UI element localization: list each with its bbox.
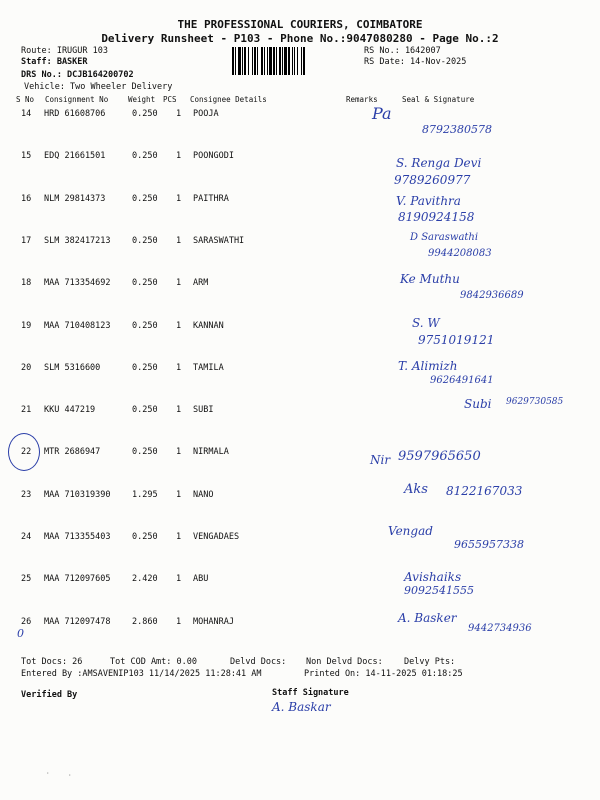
- row-consignment-number: MAA 710319390: [44, 490, 111, 500]
- row-consignment-number: SLM 382417213: [44, 236, 111, 246]
- handwritten-phone: 8190924158: [398, 210, 475, 224]
- delivery-points: Delvy Pts:: [404, 657, 456, 667]
- handwritten-signature: S. W: [412, 316, 440, 330]
- row-consignment-number: MAA 710408123: [44, 321, 111, 331]
- row-weight: 0.250: [132, 194, 158, 204]
- row-pcs: 1: [176, 109, 182, 119]
- handwritten-phone: 9442734936: [468, 623, 532, 634]
- stray-mark: ·: [46, 770, 50, 777]
- handwritten-signature: V. Pavithra: [396, 194, 461, 208]
- row-consignment-number: MAA 712097478: [44, 617, 111, 627]
- row-pcs: 1: [176, 405, 182, 415]
- pen-circle-mark: [8, 433, 40, 471]
- handwritten-signature: Ke Muthu: [400, 272, 460, 286]
- handwritten-phone: 9629730585: [506, 397, 564, 407]
- total-cod: Tot COD Amt: 0.00: [110, 657, 197, 667]
- handwritten-signature: Subi: [464, 397, 492, 411]
- total-docs: Tot Docs: 26: [21, 657, 83, 667]
- row-consignee-name: POONGODI: [193, 151, 234, 161]
- row-consignee-name: SARASWATHI: [193, 236, 245, 246]
- col-weight: Weight: [128, 95, 156, 104]
- row-consignee-name: POOJA: [193, 109, 219, 119]
- row-consignment-number: SLM 5316600: [44, 363, 101, 373]
- handwritten-signature: Aks: [404, 482, 428, 497]
- handwritten-signature: T. Alimizh: [398, 359, 458, 373]
- row-sno: 19: [21, 321, 32, 331]
- pen-zero-mark: 0: [17, 627, 24, 640]
- col-seal-signature: Seal & Signature: [402, 95, 475, 104]
- row-pcs: 1: [176, 617, 182, 627]
- handwritten-phone: 8792380578: [422, 123, 492, 136]
- rs-date: RS Date: 14-Nov-2025: [364, 57, 467, 67]
- handwritten-signature: S. Renga Devi: [396, 156, 482, 170]
- handwritten-phone: 9655957338: [454, 538, 524, 551]
- handwritten-phone: 9944208083: [428, 248, 492, 259]
- row-consignment-number: MTR 2686947: [44, 447, 101, 457]
- row-weight: 0.250: [132, 278, 158, 288]
- row-weight: 0.250: [132, 151, 158, 161]
- row-sno: 14: [21, 109, 32, 119]
- handwritten-signature: Nir: [370, 453, 391, 467]
- row-pcs: 1: [176, 532, 182, 542]
- handwritten-phone: 8122167033: [446, 484, 523, 498]
- entered-by: Entered By :AMSAVENIP103 11/14/2025 11:28:41 AM: [21, 669, 262, 679]
- handwritten-phone: 9789260977: [394, 173, 471, 187]
- handwritten-signature: A. Basker: [398, 611, 457, 625]
- handwritten-phone: 9597965650: [398, 449, 481, 464]
- row-weight: 1.295: [132, 490, 158, 500]
- row-consignment-number: EDQ 21661501: [44, 151, 106, 161]
- row-sno: 18: [21, 278, 32, 288]
- row-weight: 0.250: [132, 363, 158, 373]
- col-sno: S No: [16, 95, 35, 104]
- handwritten-signature: Vengad: [388, 524, 433, 538]
- row-pcs: 1: [176, 363, 182, 373]
- row-sno: 22: [21, 447, 32, 457]
- row-pcs: 1: [176, 321, 182, 331]
- handwritten-signature: D Saraswathi: [410, 232, 479, 243]
- col-consignee: Consignee Details: [190, 95, 267, 104]
- drs-number: DRS No.: DCJB164200702: [21, 70, 134, 80]
- handwritten-phone: 9842936689: [460, 290, 524, 301]
- row-pcs: 1: [176, 194, 182, 204]
- row-weight: 0.250: [132, 109, 158, 119]
- row-pcs: 1: [176, 151, 182, 161]
- row-consignee-name: NIRMALA: [193, 447, 229, 457]
- row-consignee-name: ABU: [193, 574, 209, 584]
- row-sno: 23: [21, 490, 32, 500]
- row-consignee-name: PAITHRA: [193, 194, 229, 204]
- row-sno: 16: [21, 194, 32, 204]
- row-weight: 0.250: [132, 405, 158, 415]
- row-sno: 25: [21, 574, 32, 584]
- rs-number: RS No.: 1642007: [364, 46, 441, 56]
- vehicle-label: Vehicle: Two Wheeler Delivery: [24, 82, 173, 92]
- row-pcs: 1: [176, 490, 182, 500]
- handwritten-phone: 9626491641: [430, 375, 494, 386]
- row-consignee-name: ARM: [193, 278, 209, 288]
- row-sno: 26: [21, 617, 32, 627]
- handwritten-phone: 9092541555: [404, 584, 474, 597]
- stray-mark: ·: [68, 772, 72, 779]
- staff-signature-label: Staff Signature: [272, 688, 349, 698]
- verified-by-label: Verified By: [21, 690, 78, 700]
- row-weight: 0.250: [132, 321, 158, 331]
- row-pcs: 1: [176, 574, 182, 584]
- row-sno: 21: [21, 405, 32, 415]
- col-remarks: Remarks: [346, 95, 378, 104]
- row-sno: 24: [21, 532, 32, 542]
- row-consignee-name: NANO: [193, 490, 214, 500]
- non-delivered-docs: Non Delvd Docs:: [306, 657, 383, 667]
- staff-label: Staff: BASKER: [21, 57, 88, 67]
- row-sno: 17: [21, 236, 32, 246]
- handwritten-phone: 9751019121: [418, 333, 495, 347]
- row-consignee-name: VENGADAES: [193, 532, 240, 542]
- row-consignment-number: MAA 713355403: [44, 532, 111, 542]
- row-consignment-number: MAA 713354692: [44, 278, 111, 288]
- handwritten-signature: Pa: [372, 104, 392, 123]
- row-weight: 0.250: [132, 236, 158, 246]
- row-sno: 15: [21, 151, 32, 161]
- row-consignment-number: HRD 61608706: [44, 109, 106, 119]
- row-consignment-number: MAA 712097605: [44, 574, 111, 584]
- col-consignment: Consignment No: [45, 95, 109, 104]
- row-consignee-name: KANNAN: [193, 321, 224, 331]
- barcode: [232, 47, 360, 75]
- row-sno: 20: [21, 363, 32, 373]
- row-pcs: 1: [176, 278, 182, 288]
- document-title: THE PROFESSIONAL COURIERS, COIMBATORE: [177, 18, 423, 31]
- row-consignee-name: MOHANRAJ: [193, 617, 234, 627]
- barcode-bar: [305, 47, 306, 75]
- col-pcs: PCS: [163, 95, 177, 104]
- row-weight: 2.860: [132, 617, 158, 627]
- row-weight: 0.250: [132, 447, 158, 457]
- row-pcs: 1: [176, 447, 182, 457]
- document-subtitle: Delivery Runsheet - P103 - Phone No.:9047080280 - Page No.:2: [101, 32, 499, 45]
- handwritten-signature: Avishaiks: [404, 570, 462, 584]
- row-consignment-number: NLM 29814373: [44, 194, 106, 204]
- delivered-docs: Delvd Docs:: [230, 657, 287, 667]
- route-label: Route: IRUGUR 103: [21, 46, 108, 56]
- row-weight: 0.250: [132, 532, 158, 542]
- row-consignee-name: TAMILA: [193, 363, 224, 373]
- row-consignment-number: KKU 447219: [44, 405, 96, 415]
- row-consignee-name: SUBI: [193, 405, 214, 415]
- printed-on: Printed On: 14-11-2025 01:18:25: [304, 669, 463, 679]
- staff-signature: A. Baskar: [272, 700, 331, 714]
- row-pcs: 1: [176, 236, 182, 246]
- row-weight: 2.420: [132, 574, 158, 584]
